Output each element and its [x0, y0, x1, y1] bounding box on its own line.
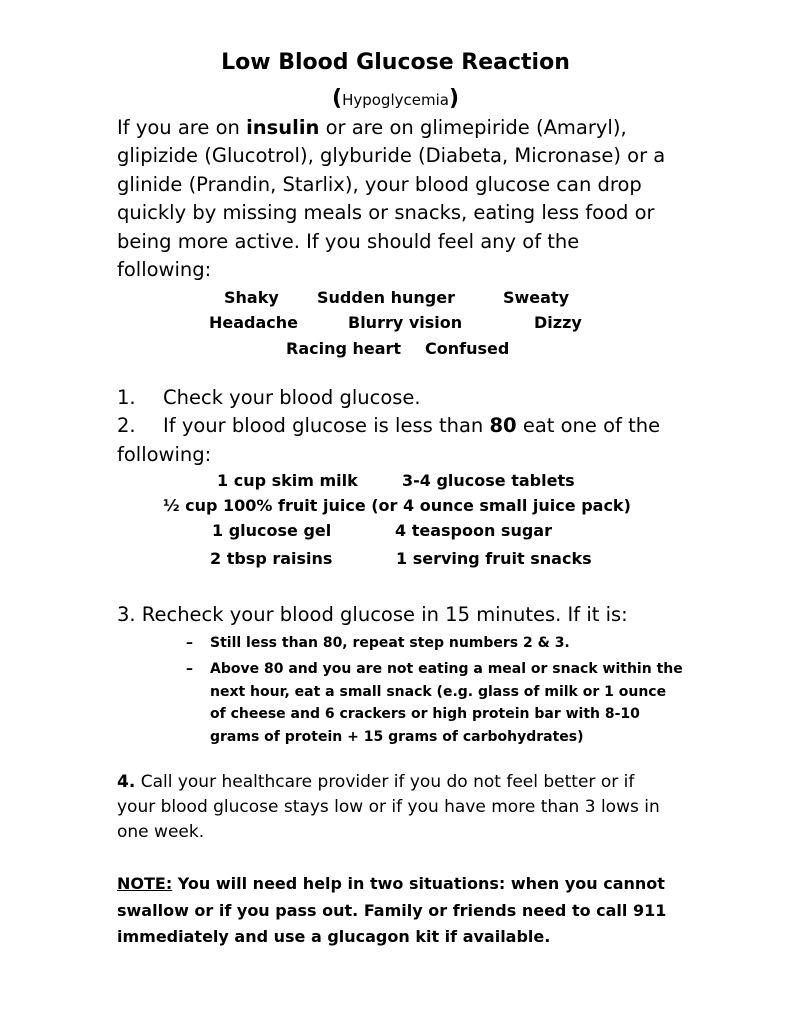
step-number: 4.	[117, 772, 136, 792]
intro-paragraph	[117, 114, 665, 284]
symptom-item: Blurry vision	[348, 313, 463, 332]
bullet-line: grams of protein + 15 grams of carbohydrates)	[210, 728, 584, 745]
step-text-part: eat one of the	[516, 414, 661, 437]
dash-bullet-icon: –	[186, 635, 193, 651]
food-option: 3-4 glucose tablets	[402, 471, 575, 490]
intro-line: following:	[117, 258, 212, 282]
bullet-line: next hour, eat a small snack (e.g. glass of milk or 1 ounce	[210, 683, 667, 700]
food-option: 1 serving fruit snacks	[396, 549, 592, 568]
recheck-heading: 3. Recheck your blood glucose in 15 minutes. If it is:	[117, 603, 628, 626]
food-option: 2 tbsp raisins	[210, 549, 333, 568]
intro-line: glipizide (Glucotrol), glyburide (Diabeta, Micronase) or a	[117, 144, 666, 168]
intro-line: glinide (Prandin, Starlix), your blood glucose can drop	[117, 172, 642, 196]
insulin-emphasis: insulin	[246, 116, 320, 139]
bullet-line: of cheese and 6 crackers or high protein bar with 8-10	[210, 706, 640, 722]
step-2-continued: following:	[117, 443, 212, 466]
symptom-item: Confused	[425, 339, 510, 358]
note-line: immediately and use a glucagon kit if available.	[117, 927, 551, 946]
recheck-bullet-2	[186, 658, 686, 750]
symptom-item: Sweaty	[503, 288, 570, 307]
note-paragraph	[117, 871, 666, 951]
step-2	[117, 414, 717, 442]
page-title: Low Blood Glucose Reaction	[221, 50, 570, 75]
step-number: 2.	[117, 414, 136, 437]
page-subtitle	[0, 86, 791, 111]
dash-bullet-icon: –	[186, 661, 193, 677]
intro-line: being more active. If you should feel any of the	[117, 229, 580, 253]
note-label: NOTE:	[117, 874, 173, 893]
call-line: one week.	[117, 822, 205, 842]
intro-line	[117, 114, 665, 142]
step-text	[163, 414, 660, 437]
intro-line: quickly by missing meals or snacks, eating less food or	[117, 201, 655, 225]
note-line: swallow or if you pass out. Family or friends need to call 911	[117, 900, 667, 920]
symptom-item: Shaky	[224, 288, 279, 307]
food-option: ½ cup 100% fruit juice (or 4 ounce small juice pack)	[163, 496, 631, 515]
food-option: 1 glucose gel	[212, 521, 332, 540]
call-line	[117, 770, 660, 795]
symptom-item: Sudden hunger	[317, 288, 455, 307]
subtitle-text: Hypoglycemia	[342, 91, 449, 109]
call-line: your blood glucose stays low or if you have more than 3 lows in	[117, 797, 660, 817]
food-option: 1 cup skim milk	[217, 471, 358, 490]
note-text: You will need help in two situations: when you cannot	[172, 874, 665, 893]
recheck-bullet-1	[186, 632, 686, 656]
food-option: 4 teaspoon sugar	[395, 521, 552, 540]
bullet-text	[210, 658, 683, 748]
step-1	[117, 386, 717, 414]
symptom-item: Racing heart	[286, 339, 402, 358]
intro-text: or are on glimepiride (Amaryl),	[319, 116, 627, 139]
call-text: Call your healthcare provider if you do not feel better or if	[135, 772, 635, 792]
subtitle-open-paren: (	[332, 86, 343, 111]
subtitle-close-paren: )	[448, 86, 459, 111]
bullet-text: Still less than 80, repeat step numbers 2 & 3.	[210, 635, 570, 651]
step-number: 1.	[117, 386, 136, 409]
threshold-value: 80	[489, 414, 517, 437]
note-line	[117, 871, 666, 898]
bullet-line: Above 80 and you are not eating a meal or snack within the	[210, 661, 683, 677]
intro-text: If you are on	[117, 116, 247, 139]
step-text-part: If your blood glucose is less than	[163, 414, 490, 437]
symptom-item: Dizzy	[534, 313, 582, 332]
symptom-item: Headache	[209, 313, 299, 332]
step-text: Check your blood glucose.	[163, 386, 421, 409]
call-provider-paragraph	[117, 770, 660, 845]
